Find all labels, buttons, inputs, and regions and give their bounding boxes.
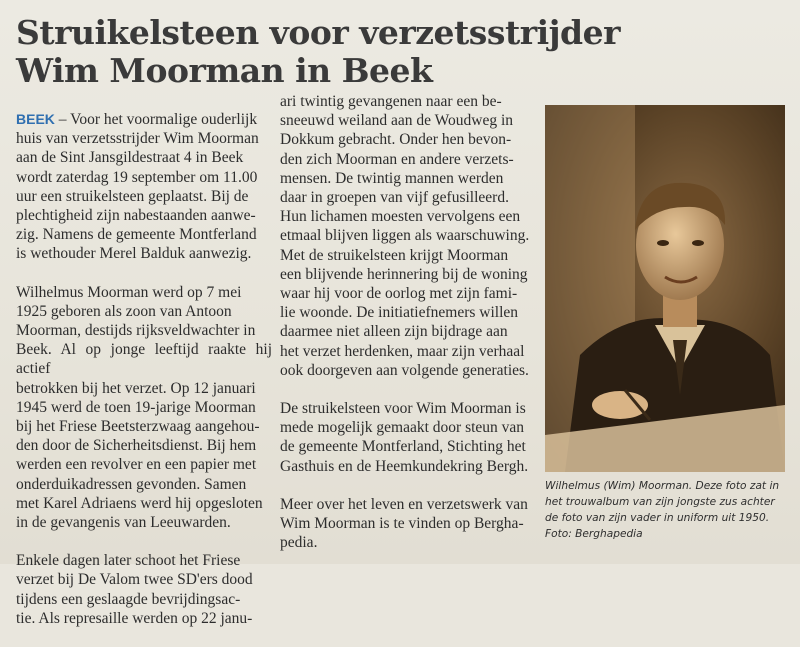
- text-line: in de gevangenis van Leeuwarden.: [16, 514, 231, 532]
- text-line: is wethouder Merel Balduk aanwezig.: [16, 245, 252, 263]
- paragraph-more-info: [280, 495, 538, 553]
- paragraph-support: [280, 399, 538, 476]
- text-line: tie. Als represaille werden op 22 janu-: [16, 609, 253, 627]
- text-line: Dokkum gebracht. Onder hen bevon-: [280, 131, 512, 149]
- text-line: sneeuwd weiland aan de Woudweg in: [280, 112, 514, 130]
- portrait-illustration: [545, 105, 785, 472]
- text-line: uur een struikelsteen geplaatst. Bij de: [16, 187, 249, 205]
- text-line: – Voor het voormalige ouderlijk: [54, 111, 258, 128]
- text-line: onderduikadressen gevonden. Samen: [16, 475, 247, 493]
- text-line: het trouwalbum van zijn jongste zus achter: [545, 496, 775, 508]
- text-line: Beek. Al op jonge leeftijd raakte hij actief: [16, 341, 272, 378]
- paragraph-liberation-action: [16, 551, 272, 628]
- text-line: Wilhelmus Moorman werd op 7 mei: [16, 283, 242, 301]
- photo-caption: [545, 478, 790, 542]
- paragraph-execution: [280, 92, 538, 380]
- text-line: huis van verzetsstrijder Wim Moorman: [16, 130, 259, 148]
- text-line: de gemeente Montferland, Stichting het: [280, 438, 526, 456]
- text-line: aan de Sint Jansgildestraat 4 in Beek: [16, 149, 244, 167]
- text-line: Moorman, destijds rijksveldwachter in: [16, 322, 256, 340]
- text-line: betrokken bij het verzet. Op 12 januari: [16, 379, 256, 397]
- text-line: Met de struikelsteen krijgt Moorman: [280, 246, 509, 264]
- text-line: zig. Namens de gemeente Montferland: [16, 226, 257, 244]
- intro-text: [16, 111, 259, 262]
- text-line: pedia.: [280, 534, 318, 552]
- text-line: mensen. De twintig mannen werden: [280, 169, 504, 187]
- text-line: waar hij voor de oorlog met zijn fami-: [280, 285, 518, 303]
- text-line: etmaal blijven liggen als waarschuwing.: [280, 227, 530, 245]
- portrait-photo: [545, 105, 785, 472]
- headline-line-2: Wim Moorman in Beek: [16, 51, 433, 90]
- text-line: 1945 werd de toen 19-jarige Moorman: [16, 398, 256, 416]
- text-line: lie woonde. De initiatiefnemers willen: [280, 304, 519, 322]
- text-line: een blijvende herinnering bij de woning: [280, 265, 528, 283]
- text-line: tijdens een geslaagde bevrijdingsac-: [16, 590, 241, 608]
- article-column-1: [16, 110, 272, 647]
- text-line: bij het Friese Beetsterzwaag aangehou-: [16, 418, 260, 436]
- text-line: Gasthuis en de Heemkundekring Bergh.: [280, 457, 529, 475]
- text-line: met Karel Adriaens werd hij opgesloten: [16, 494, 263, 512]
- text-line: De struikelsteen voor Wim Moorman is: [280, 400, 526, 418]
- text-line: ari twintig gevangenen naar een be-: [280, 93, 502, 110]
- text-line: Wilhelmus (Wim) Moorman. Deze foto zat in: [545, 480, 780, 492]
- text-line: den door de Sicherheitsdienst. Bij hem: [16, 437, 257, 455]
- text-line: plechtigheid zijn nabestaanden aanwe-: [16, 207, 256, 225]
- text-line: wordt zaterdag 19 september om 11.00: [16, 168, 258, 186]
- dateline: BEEK: [16, 111, 55, 127]
- text-line: daar in groepen van vijf gefusilleerd.: [280, 189, 509, 207]
- text-line: Foto: Berghapedia: [545, 528, 643, 540]
- text-line: Meer over het leven en verzetswerk van: [280, 495, 528, 513]
- text-line: den zich Moorman en andere verzets-: [280, 150, 514, 168]
- text-line: Hun lichamen moesten vervolgens een: [280, 208, 521, 226]
- text-line: werden een revolver en een papier met: [16, 456, 257, 474]
- headline-line-1: Struikelsteen voor verzetsstrijder: [16, 13, 621, 52]
- text-line: mede mogelijk gemaakt door steun van: [280, 419, 525, 437]
- text-line: daarmee niet alleen zijn bijdrage aan: [280, 323, 508, 341]
- text-line: de foto van zijn vader in uniform uit 1950.: [545, 512, 770, 524]
- text-line: Wim Moorman is te vinden op Bergha-: [280, 515, 524, 533]
- text-line: verzet bij De Valom twee SD'ers dood: [16, 571, 253, 589]
- paragraph-intro: [16, 110, 272, 264]
- text-line: 1925 geboren als zoon van Antoon: [16, 302, 232, 320]
- text-line: Enkele dagen later schoot het Friese: [16, 552, 241, 570]
- text-line: ook doorgeven aan volgende generaties.: [280, 361, 529, 379]
- text-line: het verzet herdenken, maar zijn verhaal: [280, 342, 525, 360]
- paragraph-biography: [16, 283, 272, 533]
- article-headline: [16, 14, 636, 90]
- article-column-2: [280, 92, 538, 571]
